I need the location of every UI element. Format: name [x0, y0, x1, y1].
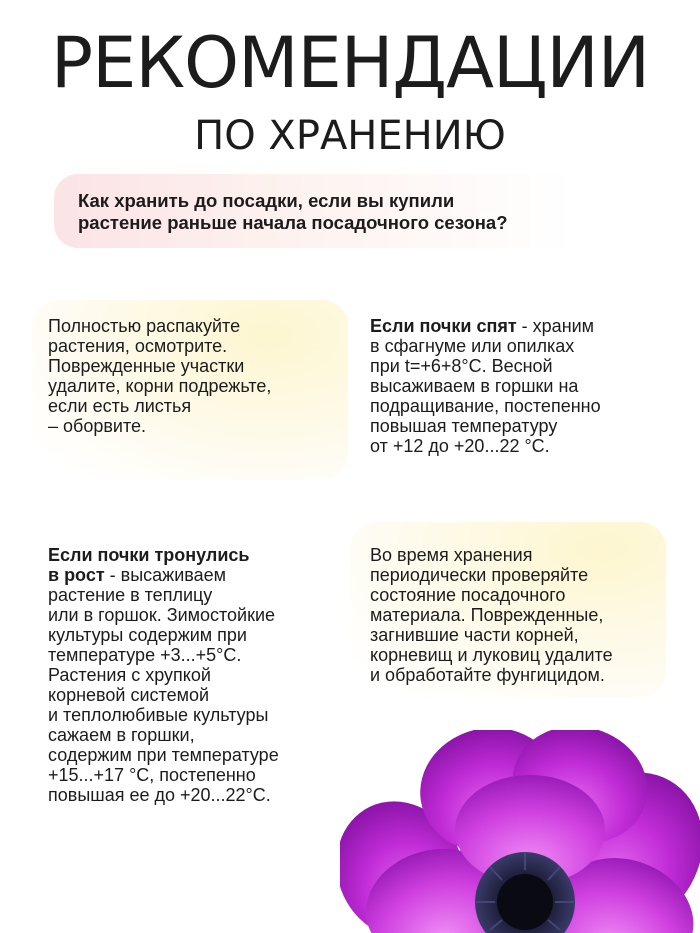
question-text	[78, 190, 638, 234]
tip-line	[370, 316, 670, 336]
tip-line: – оборвите.	[48, 416, 147, 436]
tip-line: в сфагнуме или опилках	[370, 336, 575, 356]
tip-heading: Если почки тронулись	[48, 545, 250, 565]
tip-heading: Если почки спят	[370, 316, 517, 336]
tip-line: если есть листья	[48, 396, 192, 416]
tip-dormant-buds	[370, 316, 670, 456]
tip-line: при t=+6+8°C. Весной	[370, 356, 553, 376]
page-subtitle: ПО ХРАНЕНИЮ	[194, 113, 506, 159]
tip-line: состояние посадочного	[370, 585, 566, 605]
page-title: РЕКОМЕНДАЦИИ	[50, 22, 650, 104]
tip-line: подращивание, постепенно	[370, 396, 601, 416]
tip-text: - храним	[516, 316, 595, 336]
tip-growing-buds	[48, 545, 348, 805]
tip-line: растение в теплицу	[48, 585, 213, 605]
tip-line: и теплолюбивые культуры	[48, 705, 269, 725]
tip-line: корневищ и луковиц удалите	[370, 645, 613, 665]
tip-line: +15...+17 °С, постепенно	[48, 765, 256, 785]
tip-line	[48, 545, 348, 565]
tip-line: Поврежденные участки	[48, 356, 245, 376]
tip-line: удалите, корни подрежьте,	[48, 376, 272, 396]
tip-unpack	[48, 316, 338, 436]
tip-line: культуры содержим при	[48, 625, 247, 645]
tip-line: содержим при температуре	[48, 745, 279, 765]
anemone-flower-image	[340, 730, 700, 933]
tip-line: Растения с хрупкой	[48, 665, 211, 685]
tip-line: температуре +3...+5°С.	[48, 645, 242, 665]
tip-line: высаживаем в горшки на	[370, 376, 579, 396]
tip-inspection	[370, 545, 670, 685]
tip-text: - высаживаем	[104, 565, 227, 585]
tip-line: материала. Поврежденные,	[370, 605, 604, 625]
tip-heading: в рост	[48, 565, 105, 585]
tip-line: Полностью распакуйте	[48, 316, 241, 336]
tip-line	[48, 565, 348, 585]
tip-line: и обработайте фунгицидом.	[370, 665, 605, 685]
tip-line: периодически проверяйте	[370, 565, 589, 585]
tip-line: сажаем в горшки,	[48, 725, 195, 745]
question-line-1: Как хранить до посадки, если вы купили	[78, 190, 455, 211]
tip-line: корневой системой	[48, 685, 210, 705]
tip-line: Во время хранения	[370, 545, 533, 565]
tip-line: повышая температуру	[370, 416, 558, 436]
tip-line: от +12 до +20...22 °С.	[370, 436, 550, 456]
tip-line: загнившие части корней,	[370, 625, 579, 645]
tip-line: повышая ее до +20...22°С.	[48, 785, 271, 805]
tip-line: или в горшок. Зимостойкие	[48, 605, 276, 625]
question-line-2: растение раньше начала посадочного сезона?	[78, 212, 508, 233]
tip-line: растения, осмотрите.	[48, 336, 228, 356]
